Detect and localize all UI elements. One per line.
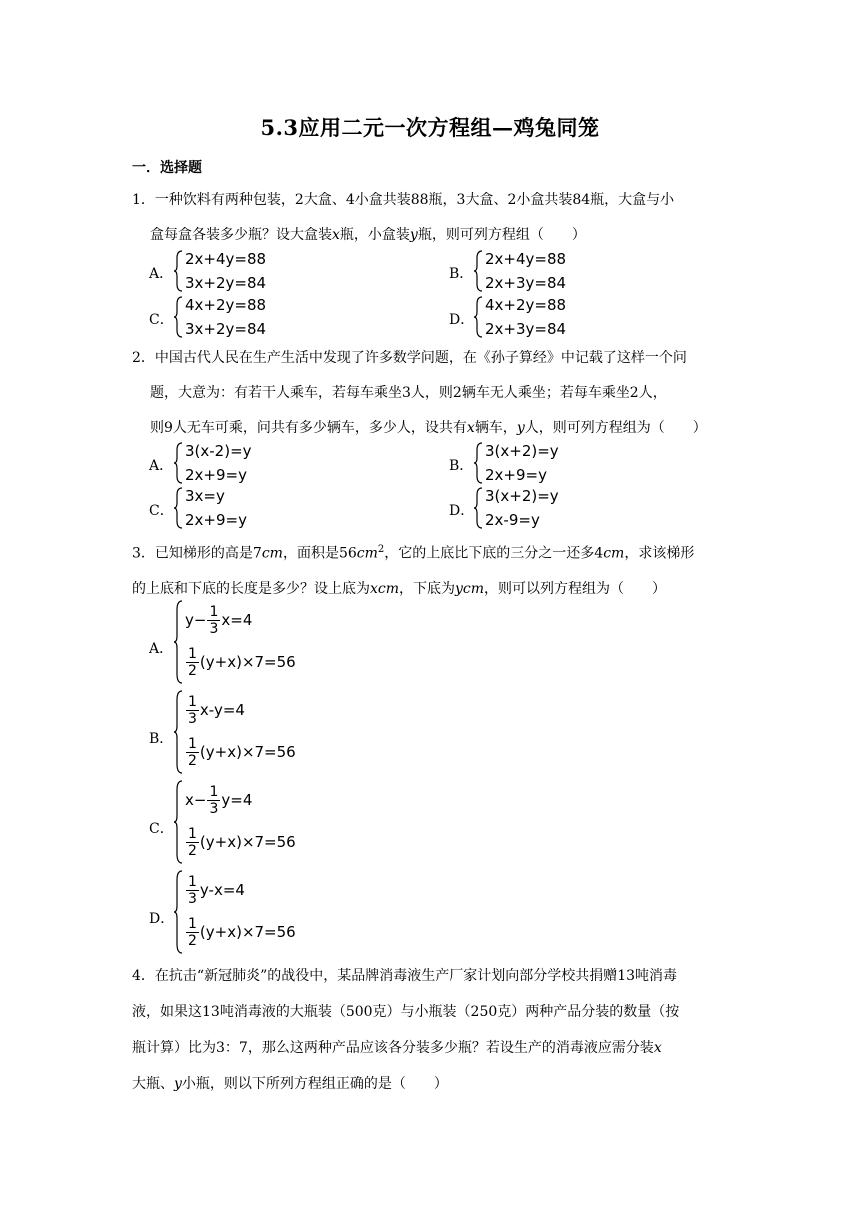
brace-icon	[173, 250, 183, 292]
variable: ycm	[455, 580, 485, 597]
equation-part: x−	[185, 791, 207, 809]
equation: 3x=y	[185, 487, 225, 505]
equation-system-d	[173, 870, 353, 954]
brace-icon	[173, 296, 183, 338]
section-heading: 一．选择题	[132, 160, 202, 176]
denominator: 3	[188, 711, 197, 727]
question-text: ，求该梯形	[624, 545, 695, 562]
equation-part: y-x=4	[199, 881, 245, 899]
denominator: 2	[188, 843, 197, 859]
option-b-label: B．	[449, 458, 474, 474]
equation: 2x+9=y	[185, 466, 247, 484]
equation	[185, 916, 296, 949]
brace-icon	[173, 600, 183, 684]
numerator: 1	[188, 874, 197, 890]
brace-icon	[173, 442, 183, 484]
equation	[185, 874, 245, 907]
denominator: 2	[188, 663, 197, 679]
fraction	[186, 646, 199, 679]
option-d-label: D．	[149, 911, 175, 927]
equation	[185, 784, 252, 817]
equation: 3x+2y=84	[185, 274, 267, 292]
equation: 3x+2y=84	[185, 320, 267, 338]
fraction	[186, 694, 199, 727]
equation-system-a	[173, 250, 313, 292]
question-2	[132, 341, 732, 446]
question-text: 的上底和下底的长度是多少？设上底为	[132, 580, 370, 597]
equation-system-a	[173, 442, 313, 484]
question-text: 则9人无车可乘，问共有多少辆车，多少人，设共有	[150, 420, 467, 436]
question-text: ，面积是56	[282, 545, 357, 562]
fraction	[207, 604, 220, 637]
equation-part: x-y=4	[199, 701, 245, 719]
equation: 3(x+2)=y	[485, 487, 559, 505]
equation-system-a	[173, 600, 353, 684]
option-a-label: A．	[149, 641, 174, 657]
variable: y	[516, 420, 525, 436]
unit: cm	[261, 545, 283, 562]
option-c-label: C．	[149, 503, 174, 519]
equation: 2x+3y=84	[485, 274, 567, 292]
option-d-label: D．	[449, 312, 475, 328]
equation: 3(x+2)=y	[485, 442, 559, 460]
numerator: 1	[209, 604, 219, 620]
denominator: 3	[209, 621, 219, 637]
question-text: 大瓶、	[132, 1076, 174, 1092]
equation-part: (y+x)×7=56	[199, 833, 296, 851]
numerator: 1	[209, 784, 219, 800]
option-a-label: A．	[149, 266, 174, 282]
variable: y	[174, 1076, 182, 1092]
equation-system-c	[173, 296, 313, 338]
question-1	[132, 183, 732, 253]
numerator: 1	[188, 916, 197, 932]
variable: xcm	[370, 580, 400, 597]
variable: x	[332, 227, 340, 243]
equation: 2x+9=y	[185, 511, 247, 529]
equation-system-b	[473, 442, 613, 484]
question-number: 2．	[132, 350, 155, 366]
numerator: 1	[188, 736, 197, 752]
option-c-label: C．	[149, 312, 174, 328]
question-number: 1．	[132, 192, 155, 208]
option-b-label: B．	[149, 731, 174, 747]
equation	[185, 694, 245, 727]
question-text: 中国古代人民在生产生活中发现了许多数学问题，在《孙子算经》中记载了这样一个问	[154, 350, 687, 366]
equation-part: (y+x)×7=56	[199, 743, 296, 761]
question-number: 3．	[132, 545, 155, 562]
equation-system-c	[173, 780, 353, 864]
brace-icon	[473, 296, 483, 338]
question-text: 一种饮料有两种包装，2大盒、4小盒共装88瓶，3大盒、2小盒共装84瓶，大盒与小	[154, 192, 675, 208]
question-text: 在抗击“新冠肺炎”的战役中，某品牌消毒液生产厂家计划向部分学校共捐赠13吨消毒	[154, 968, 678, 984]
equation-system-d	[473, 487, 613, 529]
brace-icon	[473, 487, 483, 529]
question-text: 液，如果这13吨消毒液的大瓶装（500克）与小瓶装（250克）两种产品分装的数量（按	[132, 1004, 680, 1020]
equation	[185, 604, 252, 637]
option-b-label: B．	[449, 266, 474, 282]
question-text: 盒每盒各装多少瓶？设大盒装	[150, 227, 332, 243]
question-text: 小瓶，则以下所列方程组正确的是（ ）	[181, 1076, 448, 1092]
variable: x	[466, 420, 475, 436]
denominator: 2	[188, 933, 197, 949]
equation-system-b	[473, 250, 613, 292]
brace-icon	[473, 250, 483, 292]
question-text: 瓶，小盒装	[339, 227, 410, 243]
equation-part: y=4	[221, 791, 253, 809]
equation-part: x=4	[221, 611, 253, 629]
option-d-label: D．	[449, 503, 475, 519]
numerator: 1	[188, 646, 197, 662]
equation-system-b	[173, 690, 353, 774]
denominator: 3	[188, 891, 197, 907]
numerator: 1	[188, 826, 197, 842]
question-text: ，它的上底比下底的三分之一还多4	[384, 545, 604, 562]
fraction	[186, 826, 199, 859]
equation-part: (y+x)×7=56	[199, 653, 296, 671]
brace-icon	[173, 487, 183, 529]
fraction	[207, 784, 220, 817]
question-text: 已知梯形的高是7	[154, 545, 262, 562]
question-number: 4．	[132, 968, 155, 984]
numerator: 1	[188, 694, 197, 710]
equation-system-d	[473, 296, 613, 338]
superscript: 2	[377, 544, 385, 555]
equation: 4x+2y=88	[485, 296, 567, 314]
equation-part: y−	[185, 611, 207, 629]
question-3	[132, 532, 732, 607]
question-text: 辆车，	[474, 420, 517, 436]
equation	[185, 826, 296, 859]
unit: cm	[603, 545, 625, 562]
unit: cm	[356, 545, 378, 562]
equation: 2x-9=y	[485, 511, 540, 529]
denominator: 2	[188, 753, 197, 769]
question-text: 瓶计算）比为3：7，那么这两种产品应该各分装多少瓶？若设生产的消毒液应需分装	[132, 1040, 654, 1056]
option-c-label: C．	[149, 821, 174, 837]
equation: 3(x-2)=y	[185, 442, 252, 460]
question-text: 人，则可列方程组为（ ）	[524, 420, 707, 436]
equation: 2x+4y=88	[485, 250, 567, 268]
equation	[185, 736, 296, 769]
fraction	[186, 736, 199, 769]
question-text: 瓶，则可列方程组（ ）	[417, 227, 586, 243]
page-title: 5.3应用二元一次方程组—鸡兔同笼	[260, 115, 600, 140]
equation-part: (y+x)×7=56	[199, 923, 296, 941]
fraction	[186, 874, 199, 907]
denominator: 3	[209, 801, 219, 817]
equation-system-c	[173, 487, 313, 529]
equation: 2x+4y=88	[185, 250, 267, 268]
equation: 2x+3y=84	[485, 320, 567, 338]
brace-icon	[173, 690, 183, 774]
equation: 4x+2y=88	[185, 296, 267, 314]
variable: y	[409, 227, 418, 243]
question-text: 题，大意为：有若干人乘车，若每车乘坐3人，则2辆车无人乘坐；若每车乘坐2人，	[150, 385, 667, 401]
option-a-label: A．	[149, 458, 174, 474]
question-text: ，下底为	[399, 580, 456, 597]
brace-icon	[173, 780, 183, 864]
equation: 2x+9=y	[485, 466, 547, 484]
fraction	[186, 916, 199, 949]
brace-icon	[173, 870, 183, 954]
variable: x	[653, 1040, 662, 1056]
question-4	[132, 958, 732, 1102]
question-text: ，则可以列方程组为（ ）	[484, 580, 667, 597]
equation	[185, 646, 296, 679]
brace-icon	[473, 442, 483, 484]
